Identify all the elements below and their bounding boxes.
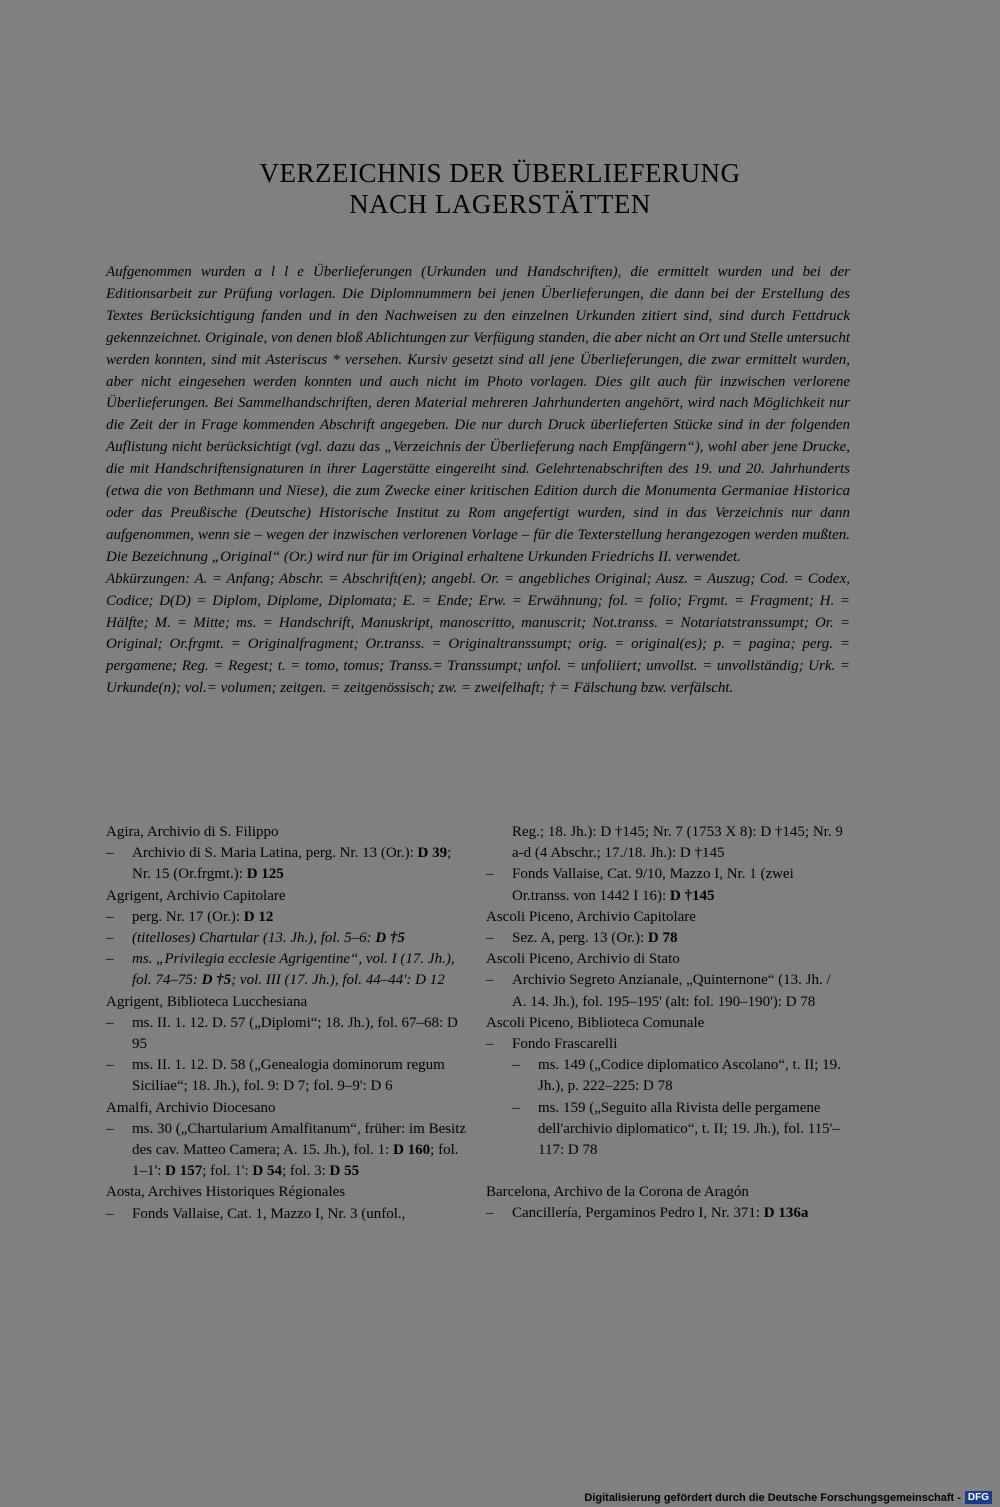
dash-marker: – bbox=[106, 930, 114, 947]
left-column bbox=[106, 822, 468, 1225]
location-heading: Agira, Archivio di S. Filippo bbox=[106, 824, 279, 840]
title-line-1: VERZEICHNIS DER ÜBERLIEFERUNG bbox=[259, 158, 741, 188]
dash-marker: – bbox=[106, 1205, 114, 1222]
location-heading: Barcelona, Archivo de la Corona de Aragón bbox=[486, 1184, 749, 1201]
dash-marker: – bbox=[486, 972, 494, 989]
dash-marker: – bbox=[106, 1014, 114, 1031]
list-item: – perg. Nr. 17 (Or.): D 12 bbox=[106, 907, 468, 928]
location-heading: Agrigent, Biblioteca Lucchesiana bbox=[106, 993, 308, 1010]
list-item: – ms. „Privilegia ecclesie Agrigentine“, vol. I (17. Jh.), fol. 74–75: D †5; vol. III (17. Jh.), fol. 44–44': D 12 bbox=[106, 951, 455, 989]
dash-marker: – bbox=[486, 930, 494, 947]
dash-marker: – bbox=[106, 845, 114, 862]
list-item: – Fonds Vallaise, Cat. 9/10, Mazzo I, Nr. 1 (zwei Or.transs. von 1442 I 16): D †145 bbox=[486, 866, 794, 904]
intro-paragraph: Aufgenommen wurden a l l e Überlieferungen (Urkunden und Handschriften), die ermittelt wurden und bei der Editionsarbeit zur Prüfung vorlagen. Die Diplomnummern bei jenen Überlieferungen, die dann bei der Erstellung des Textes Berücksichtigung fanden und in den Nachweisen zu den einzelnen Urkunden zitiert sind, sind durch Fettdruck gekennzeichnet. Originale, von denen bloß Ablichtungen zur Verfügung standen, die aber nicht an Ort und Stelle untersucht werden konnten, sind mit Asteriscus * versehen. Kursiv gesetzt sind all jene Überlieferungen, die zwar ermittelt wurden, aber nicht eingesehen werden konnten und auch nicht im Photo vorlagen. Dies gilt auch für inzwischen verlorene Überlieferungen. Bei Sammelhandschriften, deren Material mehreren Jahrhunderten angehört, wird nach Möglichkeit nur die Zeit der in Frage kommenden Abschrift angegeben. Die nur durch Druck überlieferten Stücke sind in der folgenden Auflistung nicht berücksichtigt (vgl. dazu das „Verzeichnis der Überlieferung nach Empfängern“), wohl aber jene Drucke, die mit Handschriftensignaturen in ihrer Lagerstätte eingereiht sind. Gelehrtenabschriften des 19. und 20. Jahrhunderts (etwa die von Bethmann und Niese), die zum Zwecke einer kritischen Edition durch die Monumenta Germaniae Historica oder das Preußische (Deutsche) Historische Institut zu Rom angefertigt wurden, sind in das Verzeichnis nur dann aufgenommen, wenn sie – wegen der inzwischen verlorenen Vorlage – für die Texterstellung herangezogen werden mußten. Die Bezeichnung „Original“ (Or.) wird nur für im Original erhaltene Urkunden Friedrichs II. verwendet. bbox=[106, 264, 850, 565]
title-line-2: NACH LAGERSTÄTTEN bbox=[349, 189, 651, 219]
list-item: – ms. II. 1. 12. D. 58 („Genealogia dominorum regum Siciliae“; 18. Jh.), fol. 9: D 7; fol. 9–9': D 6 bbox=[106, 1057, 445, 1095]
dash-marker: – bbox=[106, 951, 114, 968]
dash-marker: – bbox=[512, 1057, 520, 1074]
list-item: – Sez. A, perg. 13 (Or.): D 78 bbox=[486, 928, 848, 949]
list-item: – Archivio di S. Maria Latina, perg. Nr. 13 (Or.): D 39; Nr. 15 (Or.frgmt.): D 125 bbox=[106, 845, 452, 883]
footer-credit bbox=[584, 1491, 992, 1504]
list-item: – Fondo Frascarelli bbox=[486, 1034, 848, 1055]
location-heading: Aosta, Archives Historiques Régionales bbox=[106, 1184, 346, 1201]
list-item-continued: Reg.; 18. Jh.): D †145; Nr. 7 (1753 X 8): D †145; Nr. 9 a-d (4 Abschr.; 17./18. Jh.): D †145 bbox=[512, 824, 843, 862]
location-heading: Ascoli Piceno, Archivio Capitolare bbox=[486, 908, 696, 925]
list-item: – Cancillería, Pergaminos Pedro I, Nr. 371: D 136a bbox=[486, 1203, 848, 1224]
list-item: – (titelloses) Chartular (13. Jh.), fol. 5–6: D †5 bbox=[106, 928, 468, 949]
location-heading: Agrigent, Archivio Capitolare bbox=[106, 887, 286, 904]
dash-marker: – bbox=[512, 1099, 520, 1116]
location-heading: Ascoli Piceno, Archivio di Stato bbox=[486, 951, 680, 968]
dash-marker: – bbox=[486, 1036, 494, 1053]
location-heading: Amalfi, Archivio Diocesano bbox=[106, 1099, 276, 1116]
location-heading: Ascoli Piceno, Biblioteca Comunale bbox=[486, 1014, 705, 1031]
dash-marker: – bbox=[486, 1205, 494, 1222]
spacer bbox=[486, 1161, 848, 1182]
list-item: – ms. II. 1. 12. D. 57 („Diplomi“; 18. Jh.), fol. 67–68: D 95 bbox=[106, 1014, 458, 1053]
abbreviations-paragraph: Abkürzungen: A. = Anfang; Abschr. = Abschrift(en); angebl. Or. = angebliches Original; Ausz. = Auszug; Cod. = Codex, Codice; D(D) = Diplom, Diplome, Diplomata; E. = Ende; Erw. = Erwähnung; fol. = folio; Frgmt. = Fragment; H. = Hälfte; M. = Mitte; ms. = Handschrift, Manuskript, manoscritto, manuscrit; Not.transs. = Notariatstranssumpt; Or. = Original; Or.frgmt. = Originalfragment; Or.transs. = Originaltranssumpt; orig. = original(es); p. = pagina; perg. = pergamene; Reg. = Regest; t. = tomo, tomus; Transs.= Transsumpt; unfol. = unfoliiert; unvollst. = unvollständig; Urk. = Urkunde(n); vol.= volumen; zeitgen. = zeitgenössisch; zw. = zweifelhaft; † = Fälschung bzw. verfälscht. bbox=[106, 570, 850, 697]
sub-list-item: – ms. 149 („Codice diplomatico Ascolano“, t. II; 19. Jh.), p. 222–225: D 78 bbox=[512, 1057, 841, 1095]
page-title bbox=[0, 158, 1000, 220]
list-item: – ms. 30 („Chartularium Amalfitanum“, früher: im Besitz des cav. Matteo Camera; A. 15. Jh.), fol. 1: D 160; fol. 1–1': D 157; fol. 1': D 54; fol. 3: D 55 bbox=[106, 1120, 467, 1180]
dash-marker: – bbox=[486, 866, 494, 883]
list-item: – Archivio Segreto Anzianale, „Quinternone“ (13. Jh. / A. 14. Jh.), fol. 195–195' (alt: fol. 190–190'): D 78 bbox=[486, 972, 831, 1010]
list-item: – Fonds Vallaise, Cat. 1, Mazzo I, Nr. 3 (unfol., bbox=[106, 1204, 468, 1225]
dash-marker: – bbox=[106, 1057, 114, 1074]
dash-marker: – bbox=[106, 908, 114, 925]
right-column bbox=[486, 822, 848, 1225]
sub-list-item: – ms. 159 („Seguito alla Rivista delle pergamene dell'archivio diplomatico“, t. II; 19. Jh.), fol. 115'–117: D 78 bbox=[512, 1099, 840, 1159]
dash-marker: – bbox=[106, 1120, 114, 1137]
footer-text: Digitalisierung gefördert durch die Deutsche Forschungsgemeinschaft - bbox=[584, 1491, 961, 1504]
intro-block bbox=[106, 262, 850, 700]
dfg-logo: DFG bbox=[965, 1491, 992, 1504]
